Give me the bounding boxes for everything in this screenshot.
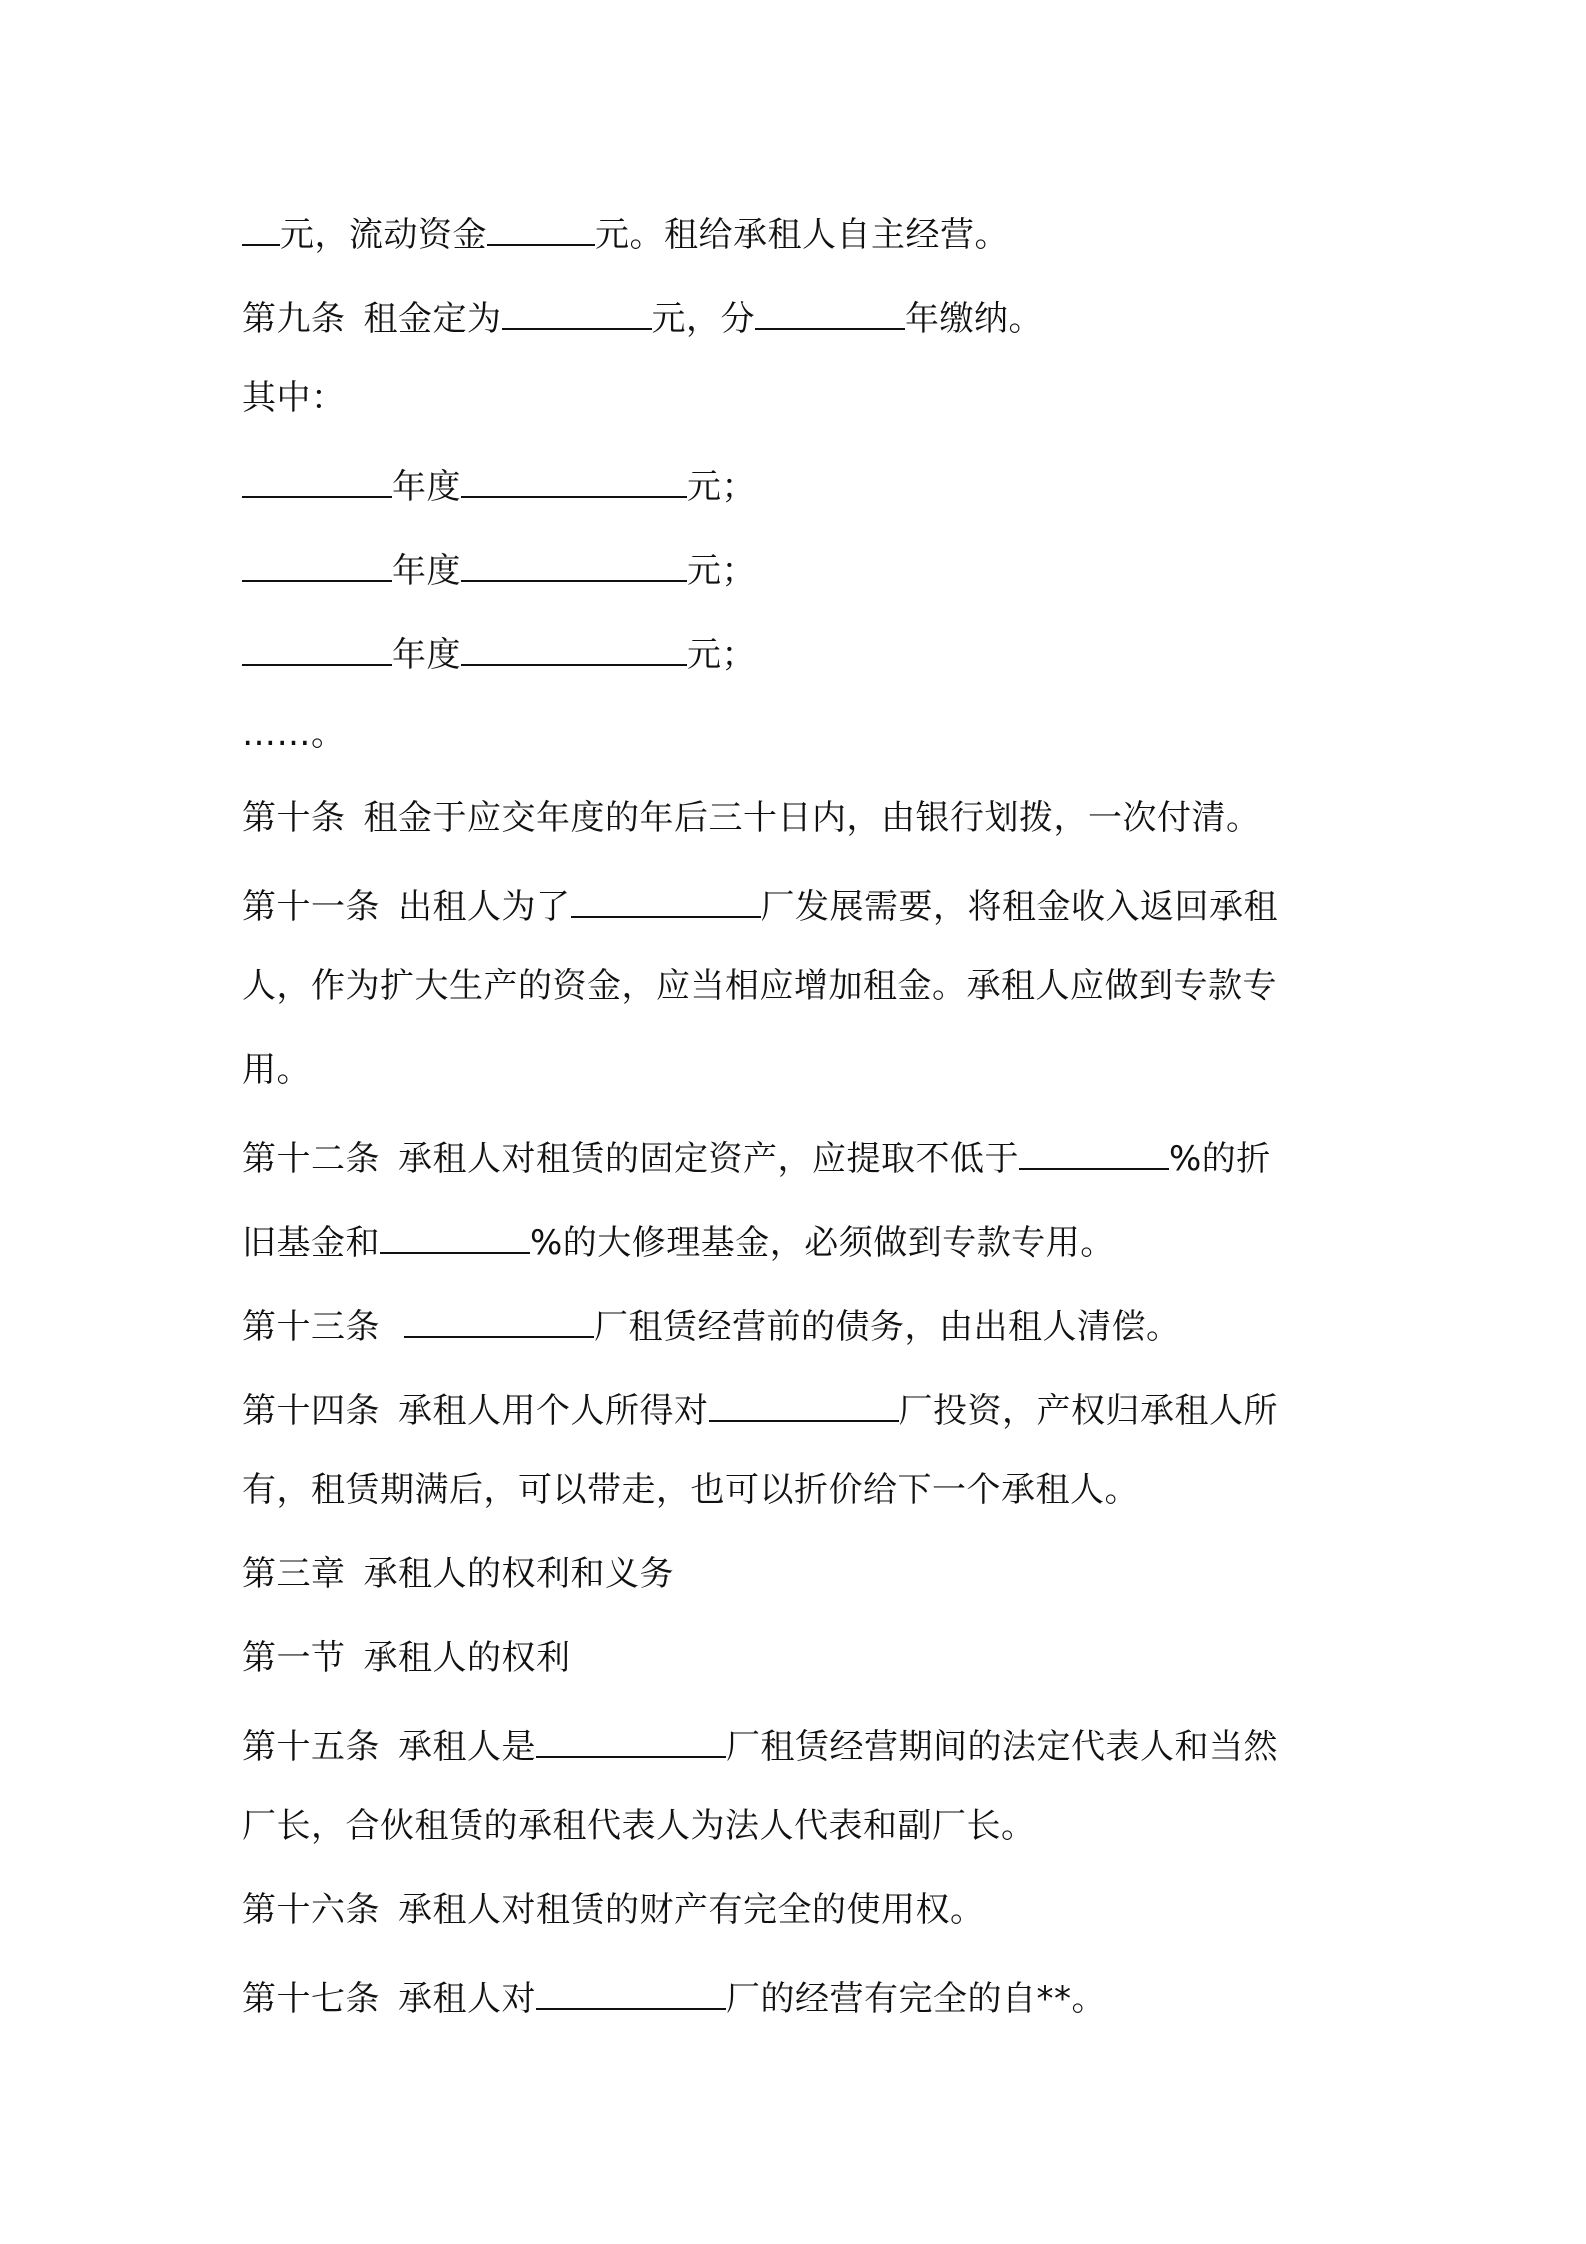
article-number: 第十三条 — [242, 1307, 380, 1347]
fill-blank[interactable] — [404, 1292, 594, 1338]
text-segment: 元； — [687, 635, 756, 675]
text-line — [242, 368, 1362, 452]
fill-blank[interactable] — [461, 620, 687, 666]
text-segment: 旧基金和 — [242, 1223, 380, 1263]
text-segment: 厂租赁经营期间的法定代表人和当然 — [726, 1727, 1278, 1767]
text-line — [242, 452, 1362, 536]
text-line — [242, 1292, 1362, 1376]
article-number: 第十四条 — [242, 1391, 380, 1431]
fill-blank[interactable] — [461, 452, 687, 498]
fill-blank[interactable] — [242, 536, 392, 582]
text-line — [242, 1124, 1362, 1208]
text-segment: 元。租给承租人自主经营。 — [595, 215, 1009, 255]
text-line — [242, 956, 1362, 1040]
text-line — [242, 284, 1362, 368]
text-line — [242, 788, 1362, 872]
fill-blank[interactable] — [487, 200, 595, 246]
text-line — [242, 872, 1362, 956]
text-segment: 出租人为了 — [398, 887, 571, 927]
text-segment: 承租人用个人所得对 — [398, 1391, 709, 1431]
text-segment: 厂的经营有完全的自**。 — [726, 1979, 1106, 2019]
text-segment: 租金定为 — [363, 299, 502, 339]
text-segment: 厂租赁经营前的债务，由出租人清偿。 — [594, 1307, 1181, 1347]
text-line — [242, 200, 1362, 284]
text-segment: 租金于应交年度的年后三十日内，由银行划拨，一次付清。 — [363, 798, 1261, 838]
article-number: 第十条 — [242, 798, 346, 838]
fill-blank[interactable] — [571, 872, 761, 918]
text-segment: 承租人的权利和义务 — [363, 1554, 674, 1594]
text-segment: ……。 — [242, 714, 346, 754]
text-line — [242, 1796, 1362, 1880]
article-number: 第十五条 — [242, 1727, 380, 1767]
text-line — [242, 1376, 1362, 1460]
text-segment: 承租人对 — [398, 1979, 536, 2019]
fill-blank[interactable] — [242, 200, 280, 246]
text-segment: 元，分 — [651, 299, 755, 339]
fill-blank[interactable] — [1019, 1124, 1169, 1170]
text-segment: 其中： — [242, 378, 346, 418]
text-line — [242, 1040, 1362, 1124]
fill-blank[interactable] — [755, 284, 905, 330]
text-segment: 元； — [687, 551, 756, 591]
text-line — [242, 1208, 1362, 1292]
text-segment: 年度 — [392, 467, 461, 507]
text-line — [242, 704, 1362, 788]
fill-blank[interactable] — [502, 284, 652, 330]
fill-blank[interactable] — [380, 1208, 530, 1254]
text-segment: 元； — [687, 467, 756, 507]
text-line — [242, 536, 1362, 620]
text-line — [242, 620, 1362, 704]
text-line — [242, 1964, 1362, 2048]
fill-blank[interactable] — [709, 1376, 899, 1422]
article-number: 第十六条 — [242, 1890, 380, 1930]
chapter-heading — [242, 1544, 1362, 1628]
fill-blank[interactable] — [536, 1964, 726, 2010]
text-segment: 承租人对租赁的财产有完全的使用权。 — [398, 1890, 985, 1930]
text-segment: 厂投资，产权归承租人所 — [898, 1391, 1278, 1431]
text-segment: 承租人的权利 — [363, 1638, 571, 1678]
text-segment: 承租人对租赁的固定资产，应提取不低于 — [398, 1139, 1019, 1179]
text-segment: 年缴纳。 — [905, 299, 1043, 339]
text-line — [242, 1460, 1362, 1544]
text-segment: 第一节 — [242, 1638, 346, 1678]
article-number: 第十七条 — [242, 1979, 380, 2019]
text-segment: 有，租赁期满后，可以带走，也可以折价给下一个承租人。 — [242, 1470, 1139, 1510]
fill-blank[interactable] — [242, 620, 392, 666]
fill-blank[interactable] — [242, 452, 392, 498]
fill-blank[interactable] — [461, 536, 687, 582]
text-line — [242, 1880, 1362, 1964]
text-segment: %的折 — [1169, 1139, 1271, 1179]
section-heading — [242, 1628, 1362, 1712]
text-segment: %的大修理基金，必须做到专款专用。 — [530, 1223, 1115, 1263]
article-number: 第十一条 — [242, 887, 380, 927]
text-line — [242, 1712, 1362, 1796]
text-segment: 用。 — [242, 1050, 311, 1090]
text-segment: 年度 — [392, 635, 461, 675]
article-number: 第九条 — [242, 299, 346, 339]
text-segment: 第三章 — [242, 1554, 346, 1594]
text-segment: 厂长，合伙租赁的承租代表人为法人代表和副厂长。 — [242, 1806, 1036, 1846]
document-page — [242, 200, 1362, 2048]
text-segment: 元，流动资金 — [280, 215, 487, 255]
text-segment: 承租人是 — [398, 1727, 536, 1767]
fill-blank[interactable] — [536, 1712, 726, 1758]
text-segment: 人，作为扩大生产的资金，应当相应增加租金。承租人应做到专款专 — [242, 966, 1277, 1006]
text-segment: 年度 — [392, 551, 461, 591]
article-number: 第十二条 — [242, 1139, 380, 1179]
text-segment: 厂发展需要，将租金收入返回承租 — [760, 887, 1278, 927]
